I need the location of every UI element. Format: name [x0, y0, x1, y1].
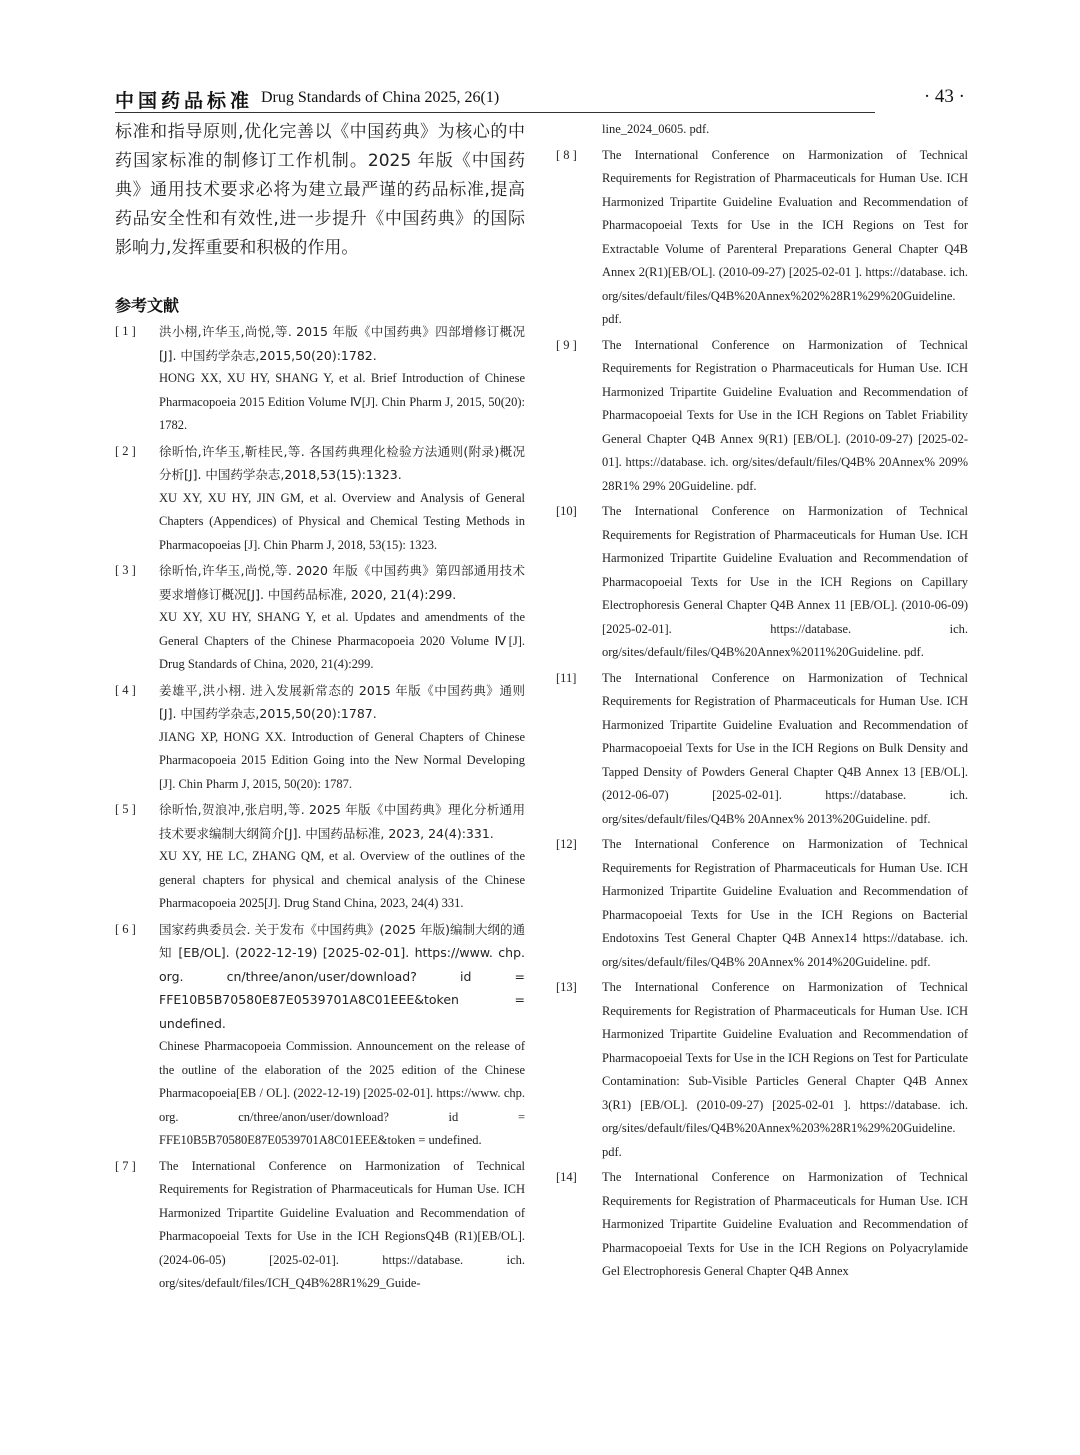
- references-list-left: [115, 320, 525, 1296]
- intro-paragraph: 标准和指导原则,优化完善以《中国药典》为核心的中药国家标准的制修订工作机制。2025 年版《中国药典》通用技术要求必将为建立最严谨的药品标准,提高药品安全性和有效性,进一步提升《中国药典》的国际影响力,发挥重要和积极的作用。: [115, 122, 525, 258]
- reference-body: [602, 334, 968, 499]
- reference-number: [ 3 ]: [115, 563, 136, 577]
- reference-cn: 洪小栩,许华玉,尚悦,等. 2015 年版《中国药典》四部增修订概况[J]. 中国药学杂志,2015,50(20):1782.: [159, 324, 525, 363]
- reference-11: [556, 667, 968, 832]
- reference-8: [556, 144, 968, 332]
- reference-cn: 徐昕怡,许华玉,尚悦,等. 2020 年版《中国药典》第四部通用技术要求增修订概况[J]. 中国药品标准, 2020, 21(4):299.: [159, 563, 525, 602]
- reference-12: [556, 833, 968, 974]
- reference-number: [12]: [556, 837, 577, 851]
- reference-cn: 徐昕怡,许华玉,靳桂民,等. 各国药典理化检验方法通则(附录)概况分析[J]. 中国药学杂志,2018,53(15):1323.: [159, 443, 525, 482]
- reference-body: [602, 118, 968, 142]
- reference-body: [602, 144, 968, 332]
- reference-body: [602, 833, 968, 974]
- reference-body: [159, 1155, 525, 1296]
- reference-2: [115, 440, 525, 558]
- reference-en: HONG XX, XU HY, SHANG Y, et al. Brief Introduction of Chinese Pharmacopoeia 2015 Edition Volume Ⅳ[J]. Chin Pharm J, 2015, 50(20): 1782.: [159, 371, 525, 432]
- reference-body: [159, 440, 525, 558]
- reference-1: [115, 320, 525, 438]
- reference-number: [14]: [556, 1170, 577, 1184]
- reference-14: [556, 1166, 968, 1284]
- reference-number: [ 4 ]: [115, 682, 136, 697]
- reference-en: The International Conference on Harmonization of Technical Requirements for Registration of Pharmaceuticals for Human Use. ICH Harmonized Tripartite Guideline Evaluation and Recommendation of Pharmacopoeial Texts for Use in the ICH Regions on Polyacrylamide Gel Electrophoresis General Chapter Q4B Annex: [602, 1170, 968, 1278]
- reference-number: [ 8 ]: [556, 147, 577, 162]
- reference-en: The International Conference on Harmonization of Technical Requirements for Registration of Pharmaceuticals for Human Use. ICH Harmonized Tripartite Guideline Evaluation and Recommendation of Pharmacopoeial Texts for Use in the ICH Regions on Bulk Density and Tapped Density of Powders General Chapter Q4B Annex 13 [EB/OL]. (2012-06-07) [2025-02-01]. https://database. ich. org/sites/default/files/Q4B% 20Annex% 2013%20Guideline. pdf.: [602, 670, 968, 826]
- reference-number: [13]: [556, 980, 577, 994]
- reference-cn: 徐昕怡,贺浪冲,张启明,等. 2025 年版《中国药典》理化分析通用技术要求编制大纲简介[J]. 中国药品标准, 2023, 24(4):331.: [159, 802, 525, 841]
- reference-10: [556, 500, 968, 665]
- reference-7: [115, 1155, 525, 1296]
- reference-number: [ 6 ]: [115, 921, 136, 936]
- reference-7-continuation: [556, 118, 968, 142]
- reference-body: [159, 918, 525, 1153]
- reference-4: [115, 679, 525, 797]
- right-column: [556, 118, 968, 1286]
- reference-en: JIANG XP, HONG XX. Introduction of General Chapters of Chinese Pharmacopoeia 2015 Edition Going into the New Normal Developing [J]. Chin Pharm J, 2015, 50(20): 1787.: [159, 729, 525, 791]
- reference-number: [ 1 ]: [115, 324, 136, 338]
- reference-number-spacer: [556, 118, 602, 142]
- reference-en: XU XY, HE LC, ZHANG QM, et al. Overview of the outlines of the general chapters for physical and chemical analysis of the Chinese Pharmacopoeia 2025[J]. Drug Stand China, 2023, 24(4) 331.: [159, 849, 525, 910]
- references-heading: 参考文献: [115, 296, 180, 315]
- reference-body: [159, 559, 525, 677]
- reference-number: [11]: [556, 670, 577, 685]
- reference-body: [159, 679, 525, 797]
- reference-number: [ 5 ]: [115, 802, 136, 816]
- reference-en: The International Conference on Harmonization of Technical Requirements for Registration of Pharmaceuticals for Human Use. ICH Harmonized Tripartite Guideline Evaluation and Recommendation of Pharmacopoeial Texts for Use in the ICH Regions on Test for Particulate Contamination: Sub-Visible Particles General Chapter Q4B Annex 3(R1) [EB/OL]. (2010-09-27) [2025-02-01 ]. https://database. ich. org/sites/default/files/Q4B%20Annex%203%28R1%29%20Guideline. pdf.: [602, 980, 968, 1159]
- page-number: · 43 ·: [923, 86, 965, 107]
- references-list-right: [556, 118, 968, 1284]
- reference-cn: 姜雄平,洪小栩. 进入发展新常态的 2015 年版《中国药典》通则[J]. 中国药学杂志,2015,50(20):1787.: [159, 682, 525, 721]
- reference-5: [115, 798, 525, 916]
- header-rule: [115, 112, 875, 113]
- reference-number: [ 2 ]: [115, 443, 136, 458]
- left-column: [115, 118, 525, 1298]
- reference-en: The International Conference on Harmonization of Technical Requirements for Registration of Pharmaceuticals for Human Use. ICH Harmonized Tripartite Guideline Evaluation and Recommendation of Pharmacopoeial Texts for Use in the ICH Regions on Capillary Electrophoresis General Chapter Q4B Annex 11 [EB/OL]. (2010-06-09) [2025-02-01]. https://database. ich. org/sites/default/files/Q4B%20Annex%2011%20Guideline. pdf.: [602, 504, 968, 659]
- running-header: [115, 86, 965, 114]
- reference-en: Chinese Pharmacopoeia Commission. Announcement on the release of the outline of the elaboration of the 2025 edition of the Chinese Pharmacopoeia[EB / OL]. (2022-12-19) [2025-02-01]. https://www. chp. org. cn/three/anon/user/download? id = FFE10B5B70580E87E0539701A8C01EEE&token = undefined.: [159, 1039, 525, 1147]
- reference-body: [602, 667, 968, 832]
- reference-6: [115, 918, 525, 1153]
- reference-number: [ 7 ]: [115, 1158, 136, 1173]
- reference-en: line_2024_0605. pdf.: [602, 122, 710, 136]
- reference-en: The International Conference on Harmonization of Technical Requirements for Registration o Pharmaceuticals for Human Use. ICH Harmonized Tripartite Guideline Evaluation and Recommendation of Pharmacopoeial Texts for Use in the ICH Regions on Tablet Friability General Chapter Q4B Annex 9(R1) [EB/OL]. (2010-09-27) [2025-02-01]. https://database. ich. org/sites/default/files/Q4B% 20Annex% 209% 28R1% 29% 20Guideline. pdf.: [602, 337, 968, 493]
- reference-en: The International Conference on Harmonization of Technical Requirements for Registration of Pharmaceuticals for Human Use. ICH Harmonized Tripartite Guideline Evaluation and Recommendation of Pharmacopoeial Texts for Use in the ICH Regions on Bacterial Endotoxins Test General Chapter Q4B Annex14 https://database. ich. org/sites/default/files/Q4B% 20Annex% 2014%20Guideline. pdf.: [602, 837, 968, 969]
- reference-number: [ 9 ]: [556, 337, 577, 352]
- journal-title-en: Drug Standards of China 2025, 26(1): [261, 89, 500, 106]
- reference-cn: 国家药典委员会. 关于发布《中国药典》(2025 年版)编制大纲的通知 [EB/OL]. (2022-12-19) [2025-02-01]. https://www. chp. org. cn/three/anon/user/download? id = FFE10B5B70580E87E0539701A8C01EEE&token = undefined.: [159, 921, 525, 1031]
- reference-body: [602, 976, 968, 1164]
- reference-body: [602, 500, 968, 665]
- reference-body: [159, 320, 525, 438]
- reference-en: XU XY, XU HY, SHANG Y, et al. Updates and amendments of the General Chapters of the Chinese Pharmacopoeia 2020 Volume Ⅳ[J]. Drug Standards of China, 2020, 21(4):299.: [159, 610, 525, 671]
- reference-3: [115, 559, 525, 677]
- journal-title-cn: 中国药品标准: [115, 90, 254, 112]
- reference-number: [10]: [556, 504, 577, 518]
- reference-body: [602, 1166, 968, 1284]
- reference-9: [556, 334, 968, 499]
- reference-en: XU XY, XU HY, JIN GM, et al. Overview and Analysis of General Chapters (Appendices) of Physical and Chemical Testing Methods in Pharmacopoeias [J]. Chin Pharm J, 2018, 53(15): 1323.: [159, 490, 525, 552]
- reference-13: [556, 976, 968, 1164]
- reference-en: The International Conference on Harmonization of Technical Requirements for Registration of Pharmaceuticals for Human Use. ICH Harmonized Tripartite Guideline Evaluation and Recommendation of Pharmacopoeial Texts for Use in the ICH Regions on Test for Extractable Volume of Parenteral Preparations General Chapter Q4B Annex 2(R1)[EB/OL]. (2010-09-27) [2025-02-01 ]. https://database. ich. org/sites/default/files/Q4B%20Annex%202%28R1%29%20Guideline. pdf.: [602, 147, 968, 326]
- reference-body: [159, 798, 525, 916]
- reference-en: The International Conference on Harmonization of Technical Requirements for Registration of Pharmaceuticals for Human Use. ICH Harmonized Tripartite Guideline Evaluation and Recommendation of Pharmacopoeial Texts for Use in the ICH RegionsQ4B (R1)[EB/OL]. (2024-06-05) [2025-02-01]. https://database. ich. org/sites/default/files/ICH_Q4B%28R1%29_Guide-: [159, 1158, 525, 1290]
